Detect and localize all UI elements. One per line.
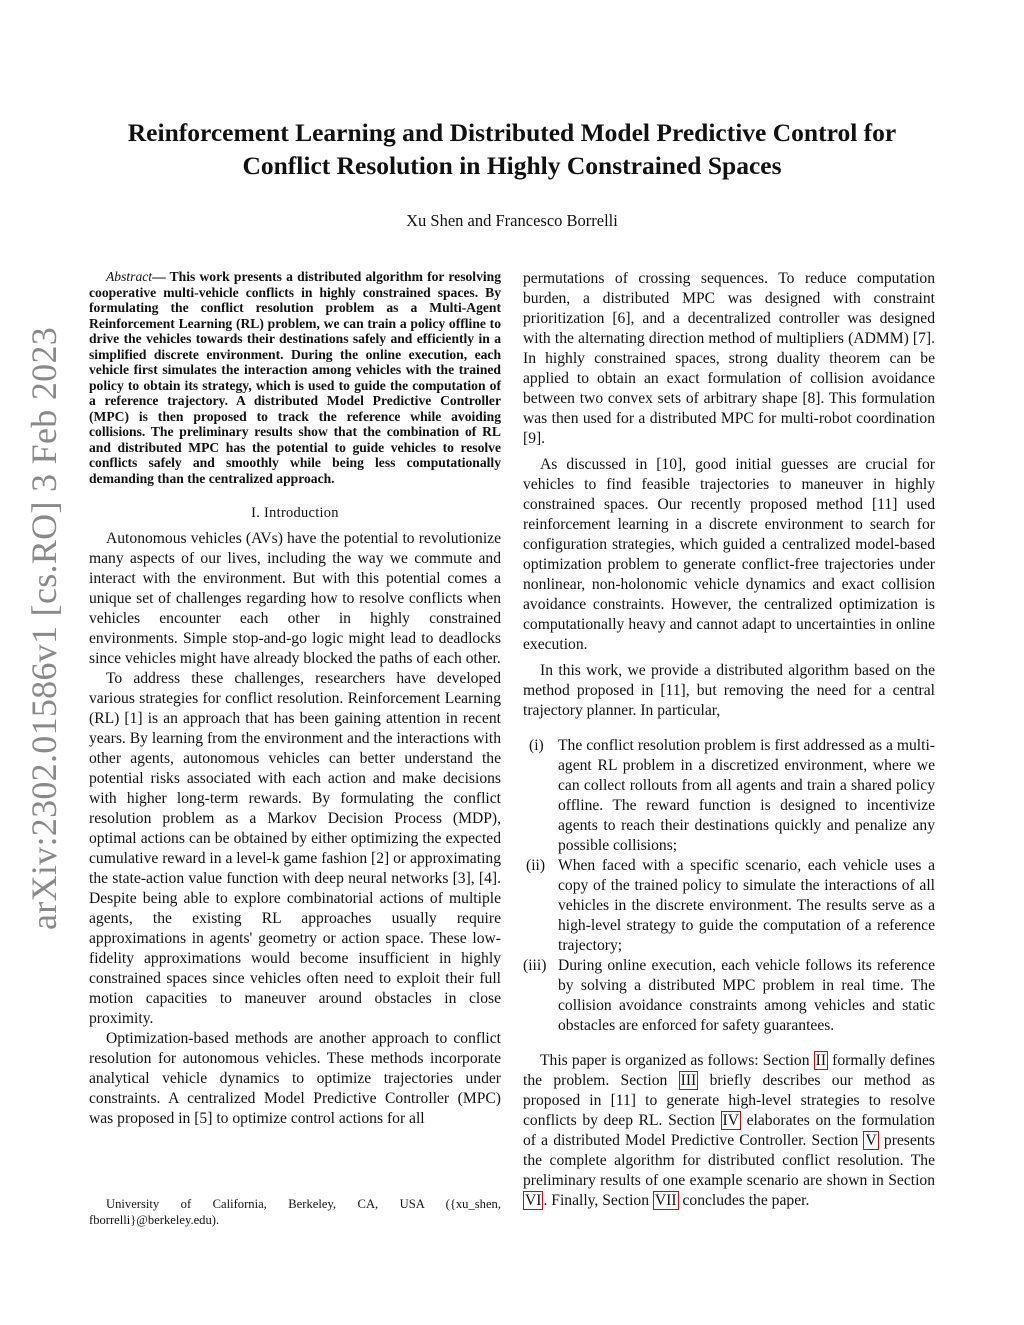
section-heading-introduction: I. Introduction: [251, 505, 339, 521]
paper-title: [60, 116, 964, 182]
list-item-number: (iii): [523, 957, 547, 974]
left-column: [89, 269, 501, 1129]
right-paragraph-1: permutations of crossing sequences. To reduce computation burden, a distributed MPC was designed with constraint prioritization [6], and a decentralized controller was designed with the alternating direction method of multipliers (ADMM) [7]. In highly constrained spaces, strong duality theorem can be applied to obtain an exact formulation of collision avoidance between two convex sets of arbitrary shape [8]. This formulation was then used for a distributed MPC for multi-robot coordination [9].: [523, 270, 935, 447]
right-paragraph-2: As discussed in [10], good initial guesses are crucial for vehicles to find feasible trajectories to maneuver in highly constrained spaces. Our recently proposed method [11] used reinforcement learning in a discrete environment to search for configuration strategies, which guided a centralized model-based optimization problem to generate conflict-free trajectories under nonlinear, non-holonomic vehicle dynamics and exact collision avoidance constraints. However, the centralized optimization is computationally heavy and cannot adapt to uncertainties in online execution.: [523, 456, 935, 653]
org-text: presents the complete algorithm for distributed conflict resolution. The preliminary results of one example scenario are shown in Section: [523, 1132, 935, 1189]
footnote-block: [89, 1196, 501, 1228]
abstract-label: Abstract: [106, 269, 153, 284]
section-link-v[interactable]: V: [865, 1132, 877, 1149]
intro-paragraph-2: To address these challenges, researchers have developed various strategies for conflict resolution. Reinforcement Learning (RL) [1] is an approach that has been gaining attention in recent years. By learning from the environment and the interactions with other agents, autonomous vehicles can better understand the potential risks associated with each action and make decisions with higher long-term rewards. By formulating the conflict resolution problem as a Markov Decision Process (MDP), optimal actions can be obtained by either optimizing the expected cumulative reward in a level-k game fashion [2] or approximating the state-action value function with deep neural networks [3], [4]. Despite being able to explore combinatorial actions of multiple agents, the existing RL approaches usually require approximations in agents' geometry or action space. These low-fidelity approximations would become insufficient in highly constrained spaces since vehicles often need to exploit their full motion capacities to maneuver around obstacles in close proximity.: [89, 670, 501, 1027]
section-link-vi[interactable]: VI: [525, 1192, 542, 1209]
list-item: [523, 736, 935, 856]
list-item-text: When faced with a specific scenario, each vehicle uses a copy of the trained policy to simulate the interactions of all vehicles in the discrete environment. The results serve as a high-level strategy to guide the computation of a reference trajectory;: [558, 857, 935, 954]
section-link-ii[interactable]: II: [815, 1052, 827, 1069]
org-text: concludes the paper.: [678, 1192, 810, 1209]
list-item-text: The conflict resolution problem is first addressed as a multi-agent RL problem in a discretized environment, where we can collect rollouts from all agents and train a shared policy offline. The reward function is designed to incentivize agents to reach their destinations quickly and penalize any possible collisions;: [558, 737, 935, 854]
organization-paragraph: [523, 1051, 935, 1211]
list-item-number: (i): [529, 737, 544, 754]
title-line-2: Conflict Resolution in Highly Constrained Spaces: [242, 151, 782, 180]
contribution-list: [523, 736, 935, 1036]
list-item: [523, 956, 935, 1036]
intro-paragraph-1: Autonomous vehicles (AVs) have the potential to revolutionize many aspects of our lives, including the way we commute and interact with the environment. But with this potential comes a unique set of challenges regarding how to resolve conflicts when vehicles encounter each other in highly constrained environments. Simple stop-and-go logic might lead to deadlocks since vehicles might have already blocked the paths of each other.: [89, 530, 501, 667]
org-text: . Finally, Section: [543, 1192, 653, 1209]
intro-paragraph-3: Optimization-based methods are another approach to conflict resolution for autonomous vehicles. These methods incorporate analytical vehicle dynamics to optimize trajectories under constraints. A centralized Model Predictive Controller (MPC) was proposed in [5] to optimize control actions for all: [89, 1030, 501, 1127]
arxiv-identifier[interactable]: arXiv:2302.01586v1 [cs.RO] 3 Feb 2023: [24, 326, 64, 930]
list-item: [523, 856, 935, 956]
right-paragraph-3: In this work, we provide a distributed algorithm based on the method proposed in [11], but removing the need for a central trajectory planner. In particular,: [523, 662, 935, 719]
org-text: formally defines the problem. Section: [523, 1052, 935, 1089]
org-text: briefly describes our method as proposed in [11] to generate high-level strategies to resolve conflicts by deep RL. Section: [523, 1072, 935, 1129]
abstract-text: — This work presents a distributed algorithm for resolving cooperative multi-vehicle conflicts in highly constrained spaces. By formulating the conflict resolution problem as a Multi-Agent Reinforcement Learning (RL) problem, we can train a policy offline to drive the vehicles towards their destinations safely and efficiently in a simplified discrete environment. During the online execution, each vehicle first simulates the interaction among vehicles with the trained policy to obtain its strategy, which is used to guide the computation of a reference trajectory. A distributed Model Predictive Controller (MPC) is then proposed to track the reference while avoiding collisions. The preliminary results show that the combination of RL and distributed MPC has the potential to guide vehicles to resolve conflicts safely and smoothly while being less computationally demanding than the centralized approach.: [89, 269, 501, 486]
title-line-1: Reinforcement Learning and Distributed Model Predictive Control for: [127, 118, 897, 147]
org-text: This paper is organized as follows: Section: [540, 1052, 814, 1069]
list-item-number: (ii): [526, 857, 546, 874]
affiliation-footnote: University of California, Berkeley, CA, USA ({xu_shen, fborrelli}@berkeley.edu).: [89, 1197, 501, 1227]
section-link-vii[interactable]: VII: [654, 1192, 677, 1209]
abstract: [89, 269, 501, 486]
org-text: elaborates on the formulation of a distributed Model Predictive Controller. Section: [523, 1112, 935, 1149]
authors: Xu Shen and Francesco Borrelli: [406, 211, 618, 230]
section-link-iii[interactable]: III: [680, 1072, 697, 1089]
section-link-iv[interactable]: IV: [722, 1112, 739, 1129]
right-column: [523, 269, 935, 1211]
list-item-text: During online execution, each vehicle follows its reference by solving a distributed MPC problem in real time. The collision avoidance constraints among vehicles and static obstacles are enforced for safety guarantees.: [558, 957, 935, 1034]
